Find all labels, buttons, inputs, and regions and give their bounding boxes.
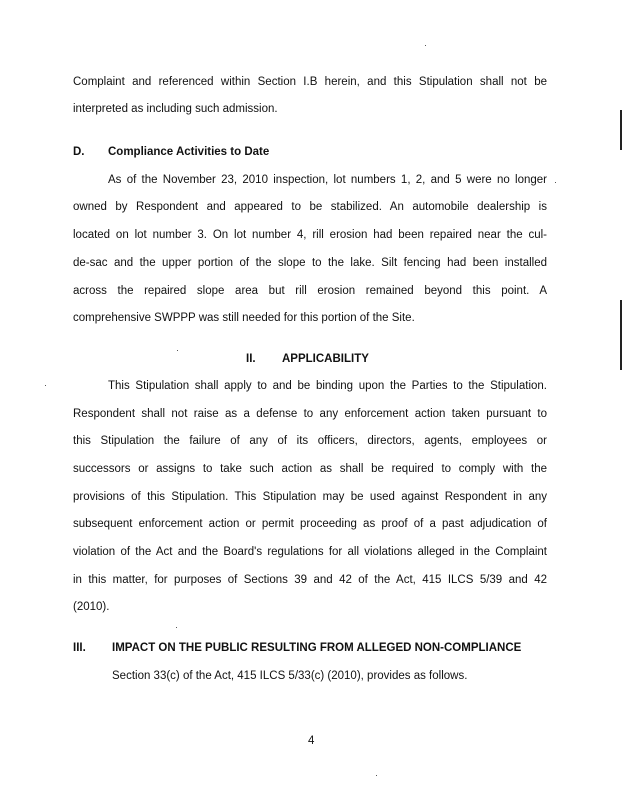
section-iii-title: IMPACT ON THE PUBLIC RESULTING FROM ALLEGED NON-COMPLIANCE bbox=[112, 642, 522, 654]
scan-speck bbox=[425, 45, 426, 46]
section-ii-number: II. bbox=[246, 353, 256, 365]
section-ii-line: subsequent enforcement action or permit proceeding as proof of a past adjudication of bbox=[73, 518, 547, 530]
section-d-line: owned by Respondent and appeared to be stabilized. An automobile dealership is bbox=[73, 201, 547, 213]
section-d-number: D. bbox=[73, 146, 85, 158]
scan-speck bbox=[376, 775, 377, 776]
section-ii-line: provisions of this Stipulation. This Stipulation may be used against Respondent in any bbox=[73, 491, 547, 503]
section-ii-line: in this matter, for purposes of Sections 39 and 42 of the Act, 415 ILCS 5/39 and 42 bbox=[73, 574, 547, 586]
continuation-line: interpreted as including such admission. bbox=[73, 103, 278, 115]
continuation-line: Complaint and referenced within Section I.B herein, and this Stipulation shall not be bbox=[73, 76, 547, 88]
section-ii-line: successors or assigns to take such action as shall be required to comply with the bbox=[73, 463, 547, 475]
section-iii-number: III. bbox=[73, 642, 86, 654]
scan-speck bbox=[177, 350, 178, 351]
section-d-line: comprehensive SWPPP was still needed for this portion of the Site. bbox=[73, 312, 415, 324]
scan-edge-mark bbox=[620, 110, 622, 150]
section-ii-title: APPLICABILITY bbox=[282, 353, 369, 365]
scan-speck bbox=[45, 385, 46, 386]
section-d-line: As of the November 23, 2010 inspection, lot numbers 1, 2, and 5 were no longer bbox=[108, 174, 547, 186]
scan-speck bbox=[555, 182, 556, 183]
section-d-title: Compliance Activities to Date bbox=[108, 146, 270, 158]
section-ii-line: Respondent shall not raise as a defense to any enforcement action taken pursuant to bbox=[73, 408, 547, 420]
section-ii-line: This Stipulation shall apply to and be binding upon the Parties to the Stipulation. bbox=[108, 380, 547, 392]
section-iii-line: Section 33(c) of the Act, 415 ILCS 5/33(c) (2010), provides as follows. bbox=[112, 670, 468, 682]
section-d-line: de-sac and the upper portion of the slope to the lake. Silt fencing had been installed bbox=[73, 257, 547, 269]
section-d-line: across the repaired slope area but rill erosion remained beyond this point. A bbox=[73, 285, 547, 297]
section-ii-line: (2010). bbox=[73, 601, 110, 613]
section-d-line: located on lot number 3. On lot number 4, rill erosion had been repaired near the cul- bbox=[73, 229, 547, 241]
page-number: 4 bbox=[308, 735, 315, 747]
scan-edge-mark bbox=[620, 300, 622, 370]
scan-speck bbox=[176, 627, 177, 628]
section-ii-line: violation of the Act and the Board's regulations for all violations alleged in the Complaint bbox=[73, 546, 547, 558]
section-ii-line: this Stipulation the failure of any of its officers, directors, agents, employees or bbox=[73, 435, 547, 447]
